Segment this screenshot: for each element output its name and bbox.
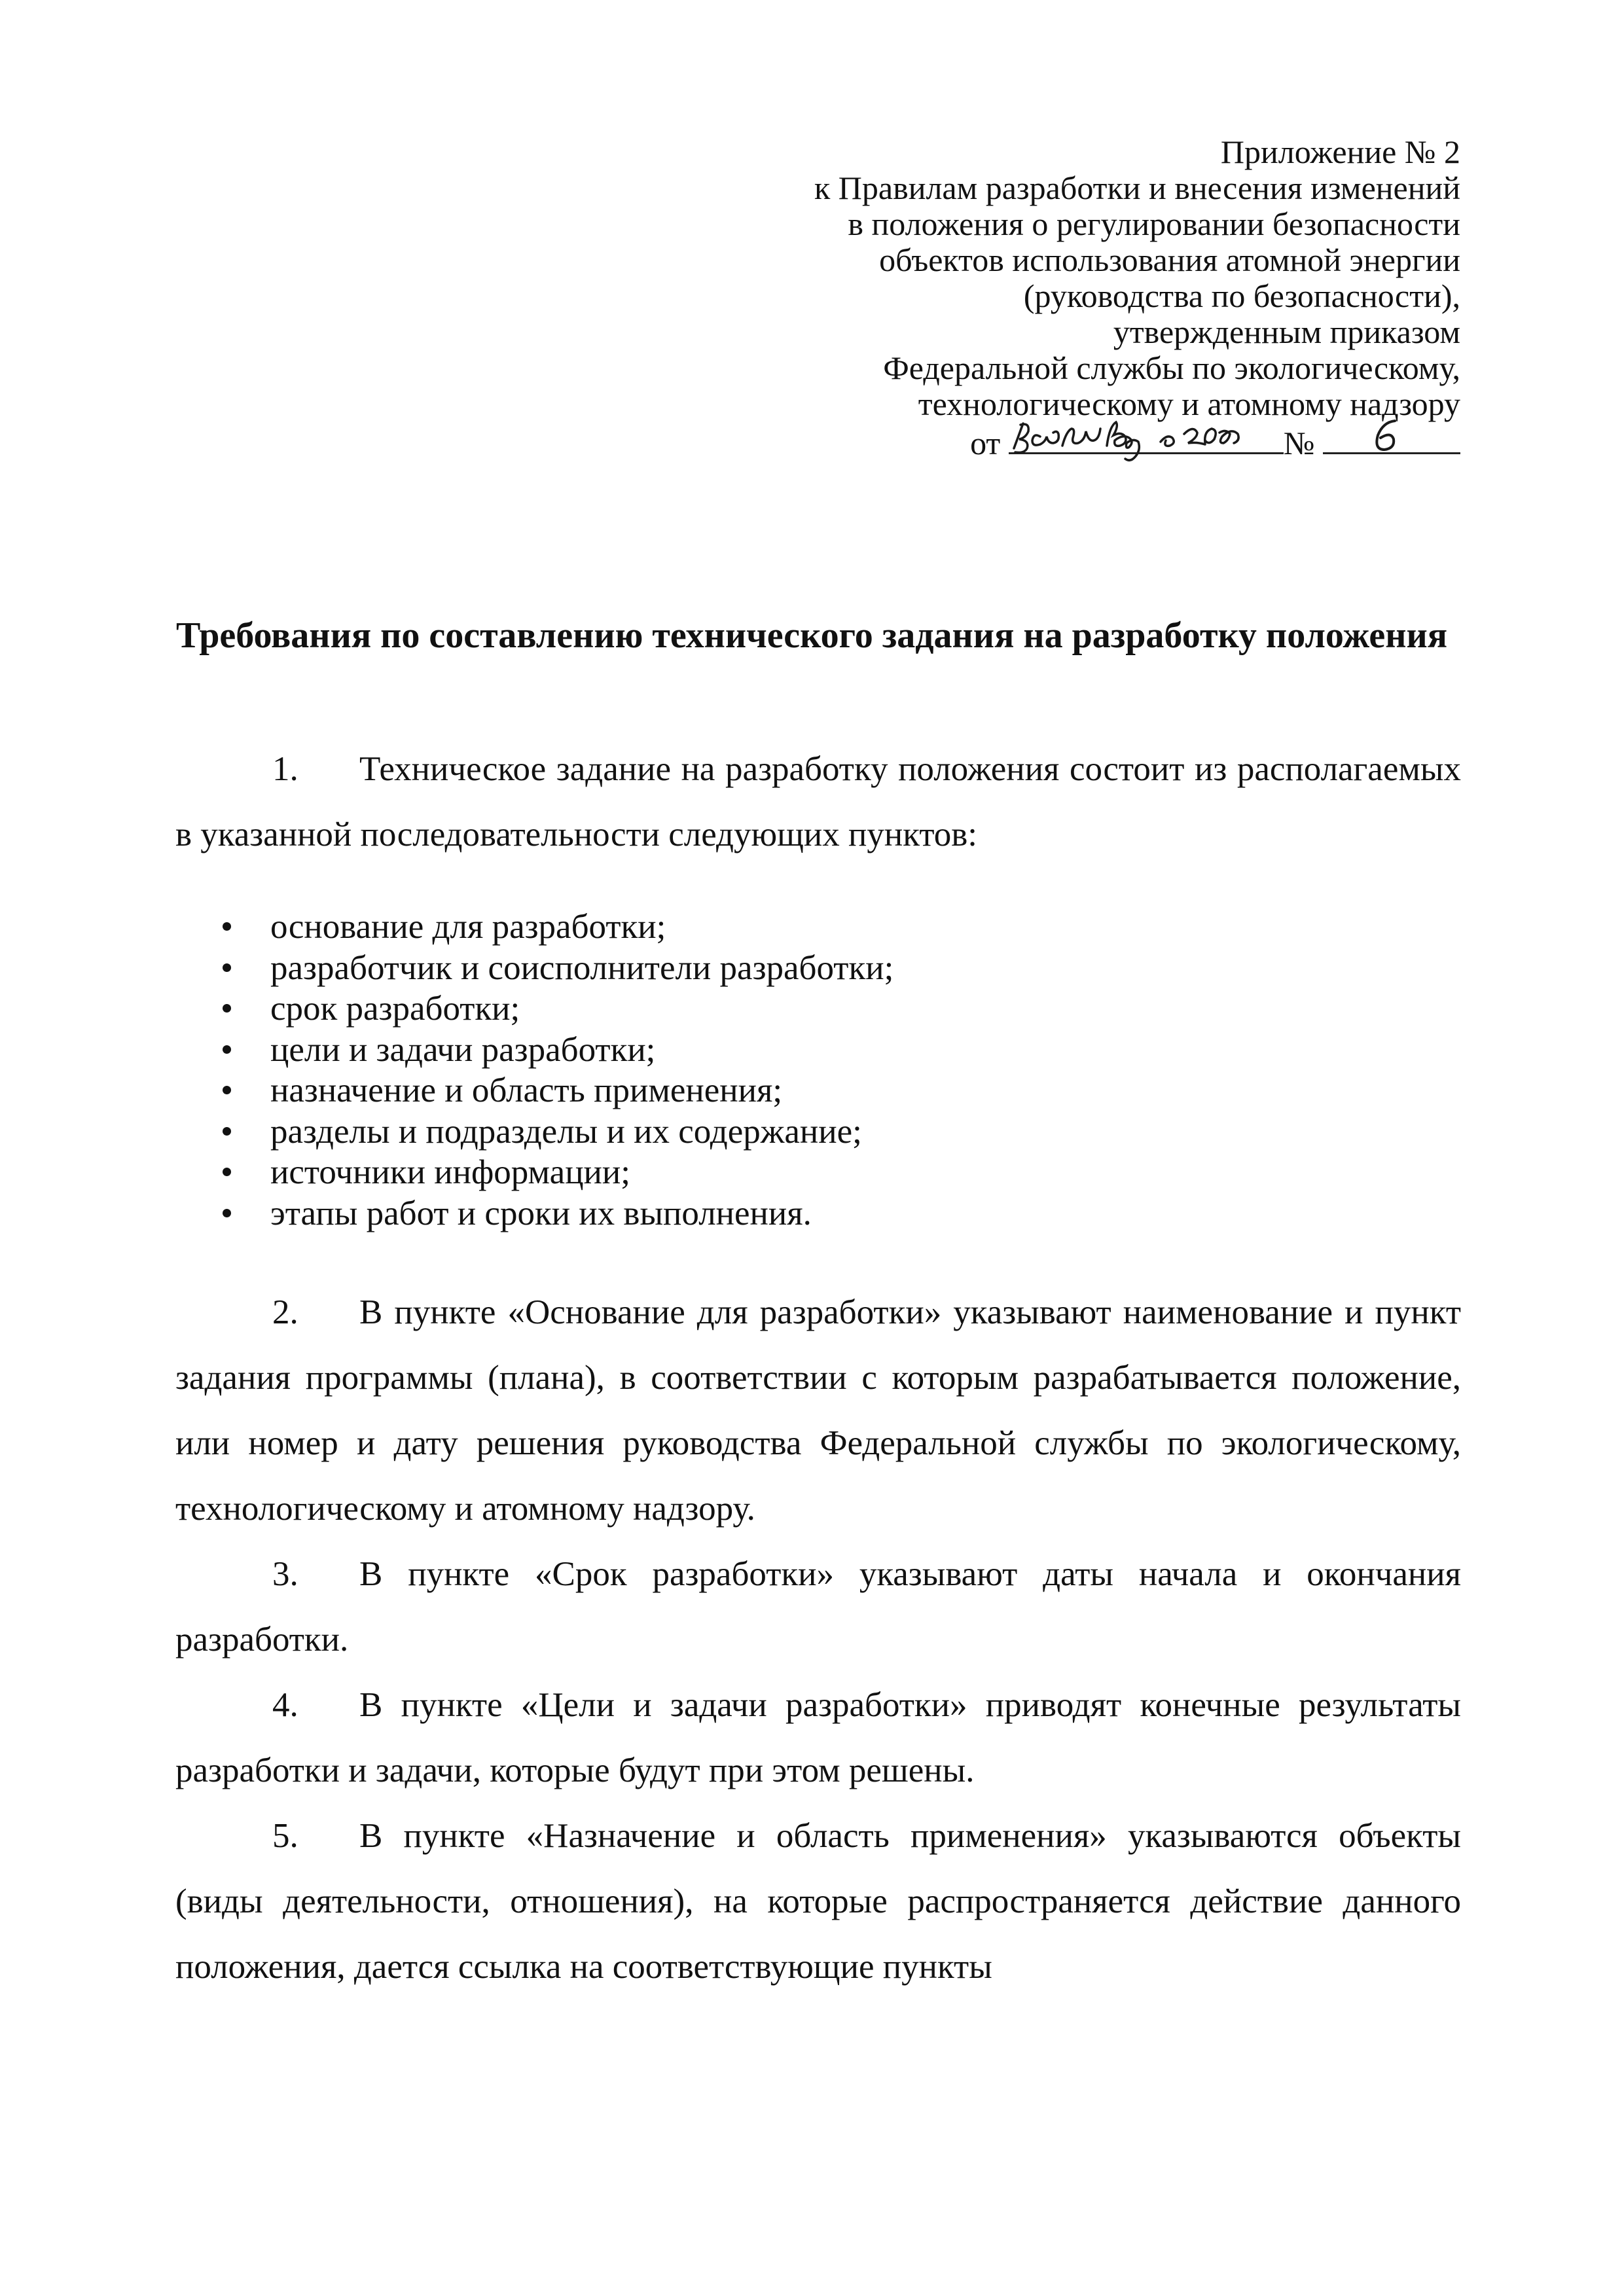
appendix-line: (руководства по безопасности), (1023, 278, 1460, 314)
appendix-line: в положения о регулировании безопасности (848, 206, 1460, 242)
paragraph-1 (175, 736, 1461, 867)
list-item: разделы и подразделы и их содержание; (223, 1111, 893, 1153)
paragraph-2 (175, 1280, 1461, 1541)
order-date-line (544, 423, 1460, 461)
bullet-icon (223, 1004, 231, 1013)
paragraph-3 (175, 1541, 1461, 1672)
appendix-number: Приложение № 2 (1220, 134, 1460, 170)
bullet-icon (223, 922, 231, 931)
list-item: источники информации; (223, 1152, 893, 1193)
paragraph-number: 3. (272, 1555, 298, 1593)
list-item: основание для разработки; (223, 906, 893, 948)
handwritten-number (1323, 417, 1460, 456)
appendix-line: объектов использования атомной энергии (879, 242, 1460, 278)
appendix-line: к Правилам разработки и внесения изменений (814, 170, 1460, 206)
paragraph-number: 5. (272, 1817, 298, 1855)
appendix-line: Федеральной службы по экологическому, (883, 350, 1460, 386)
appendix-line: утвержденным приказом (1113, 314, 1460, 350)
bullet-icon (223, 1086, 231, 1094)
list-item: разработчик и соисполнители разработки; (223, 948, 893, 989)
bullet-icon (223, 963, 231, 972)
paragraph-text: В пункте «Срок разработки» указывают даты начала и окончания разработки. (175, 1555, 1461, 1659)
order-prefix: от (970, 425, 1001, 461)
order-number-sign: № (1283, 425, 1315, 461)
bullet-icon (223, 1045, 231, 1054)
paragraph-text: В пункте «Цели и задачи разработки» приводят конечные результаты разработки и задачи, которые будут при этом решены. (175, 1686, 1461, 1789)
list-item: назначение и область применения; (223, 1070, 893, 1111)
paragraph-number: 4. (272, 1686, 298, 1724)
list-item: срок разработки; (223, 988, 893, 1030)
document-title: Требования по составлению технического задания на разработку положения (175, 615, 1448, 656)
bullet-icon (223, 1168, 231, 1176)
paragraph-text: Техническое задание на разработку положения состоит из располагаемых в указанной последовательности следующих пунктов: (175, 750, 1461, 853)
bullet-icon (223, 1209, 231, 1217)
paragraph-5 (175, 1803, 1461, 2000)
paragraph-number: 2. (272, 1293, 298, 1331)
paragraph-4 (175, 1672, 1461, 1803)
paragraph-text: В пункте «Основание для разработки» указывают наименование и пункт задания программы (плана), в соответствии с которым разрабатывается положение, или номер и дату решения руководства Федеральной службы по экологическому, технологическому и атомному надзору. (175, 1293, 1461, 1528)
appendix-line: технологическому и атомному надзору (918, 386, 1460, 422)
requirements-list (223, 906, 893, 1234)
paragraph-text: В пункте «Назначение и область применения» указываются объекты (виды деятельности, отношения), на которые распространяется действие данного положения, дается ссылка на соответствующие пункты (175, 1817, 1461, 1986)
order-number-handwritten (1323, 423, 1460, 454)
handwritten-date-signature (1009, 417, 1284, 456)
list-item: цели и задачи разработки; (223, 1030, 893, 1071)
appendix-header (544, 134, 1460, 461)
paragraph-number: 1. (272, 750, 298, 788)
order-date-handwritten (1009, 423, 1284, 454)
list-item: этапы работ и сроки их выполнения. (223, 1193, 893, 1234)
bullet-icon (223, 1127, 231, 1136)
